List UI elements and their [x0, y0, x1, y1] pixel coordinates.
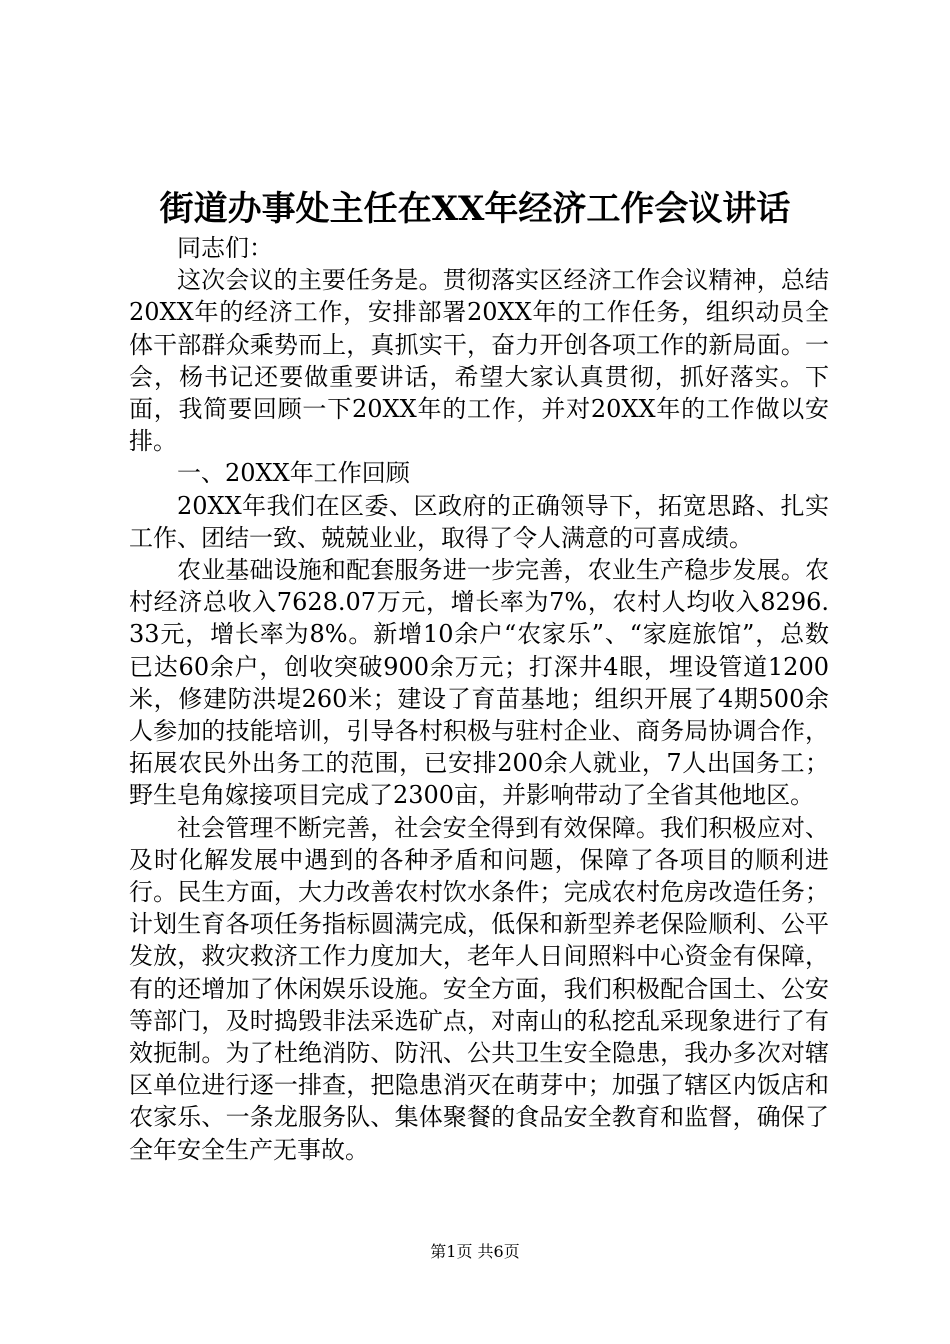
paragraph-agriculture: 农业基础设施和配套服务进一步完善，农业生产稳步发展。农村经济总收入7628.07万元，增长率为7%，农村人均收入8296.33元，增长率为8%。新增10余户“农家乐”、“家庭旅馆”，总数已达60余户，创收突破900余万元；打深井4眼，埋设管道1200米，修建防洪堤260米；建设了育苗基地；组织开展了4期500余人参加的技能培训，引导各村积极与驻村企业、商务局协调合作，拓展农民外出务工的范围，已安排200余人就业，7人出国务工；野生皂角嫁接项目完成了2300亩，并影响带动了全省其他地区。	[129, 556, 829, 810]
paragraph-meeting-tasks: 这次会议的主要任务是。贯彻落实区经济工作会议精神，总结20XX年的经济工作，安排部署20XX年的工作任务，组织动员全体干部群众乘势而上，真抓实干，奋力开创各项工作的新局面。一会，杨书记还要做重要讲话，希望大家认真贯彻，抓好落实。下面，我简要回顾一下20XX年的工作，并对20XX年的工作做以安排。	[129, 266, 829, 456]
document-body	[129, 232, 829, 1166]
page-number-footer: 第1页 共6页	[430, 1242, 520, 1261]
paragraph-social-management: 社会管理不断完善，社会安全得到有效保障。我们积极应对、及时化解发展中遇到的各种矛盾和问题，保障了各项目的顺利进行。民生方面，大力改善农村饮水条件；完成农村危房改造任务；计划生育各项任务指标圆满完成，低保和新型养老保险顺利、公平发放，救灾救济工作力度加大，老年人日间照料中心资金有保障，有的还增加了休闲娱乐设施。安全方面，我们积极配合国土、公安等部门，及时捣毁非法采选矿点，对南山的私挖乱采现象进行了有效扼制。为了杜绝消防、防汛、公共卫生安全隐患，我办多次对辖区单位进行逐一排查，把隐患消灭在萌芽中；加强了辖区内饭店和农家乐、一条龙服务队、集体聚餐的食品安全教育和监督，确保了全年安全生产无事故。	[129, 813, 829, 1164]
document-title: 街道办事处主任在XX年经济工作会议讲话	[159, 189, 791, 229]
paragraph-review-intro: 20XX年我们在区委、区政府的正确领导下，拓宽思路、扎实工作、团结一致、兢兢业业，取得了令人满意的可喜成绩。	[129, 491, 829, 552]
paragraph-salutation: 同志们：	[177, 234, 273, 262]
section-heading-review: 一、20XX年工作回顾	[177, 459, 410, 488]
